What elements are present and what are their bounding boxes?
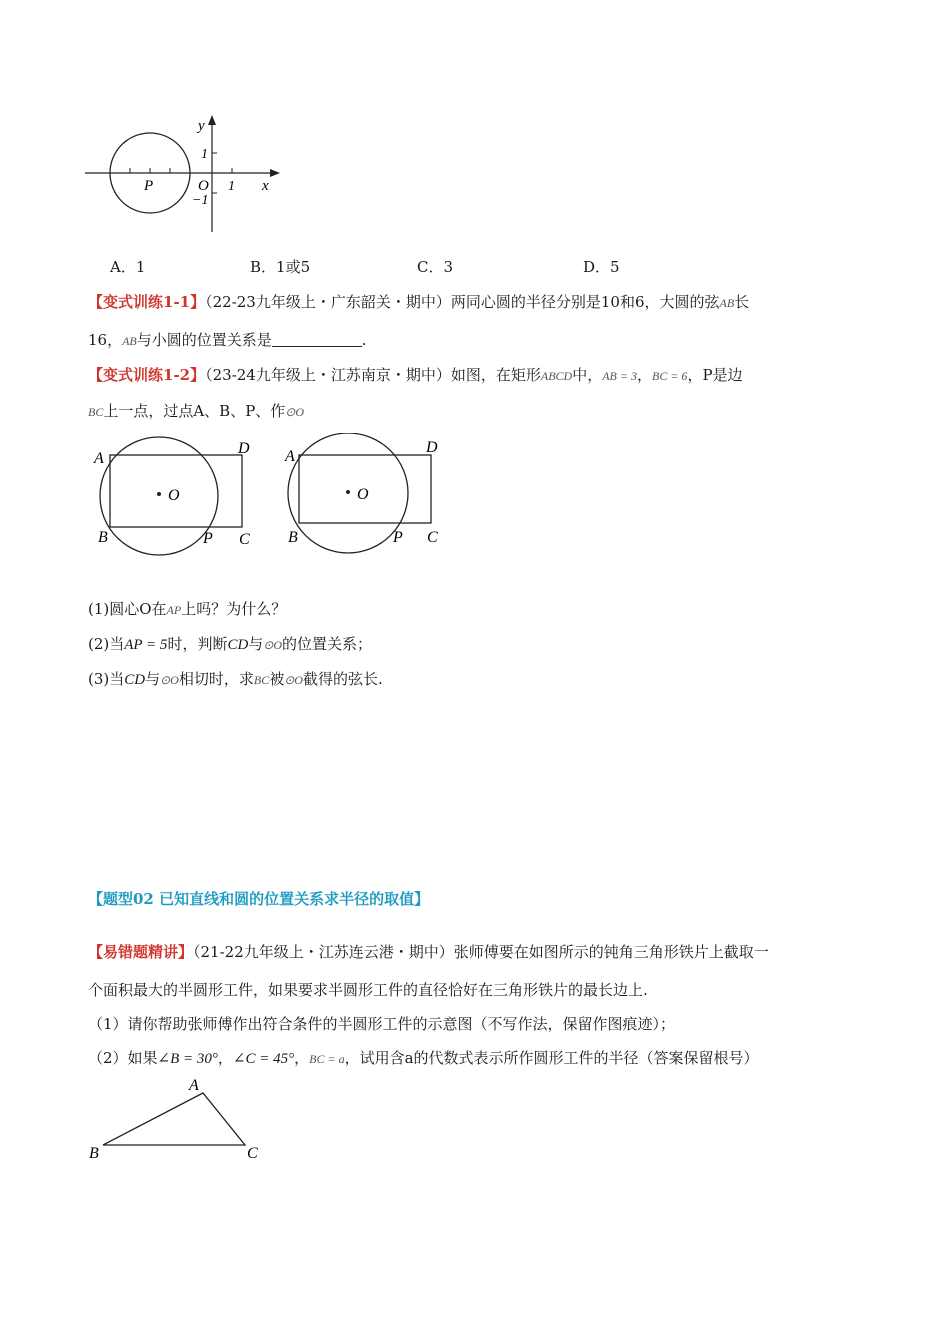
choice-c[interactable]: C．3 xyxy=(417,258,454,276)
axis-y-label: y xyxy=(198,118,205,134)
exercise-1-1-line2: 16，AB与小圆的位置关系是 . xyxy=(88,331,367,349)
label-c: C xyxy=(247,1145,258,1162)
exercise-2-line2: 个面积最大的半圆形工件，如果要求半圆形工件的直径恰好在三角形铁片的最长边上. xyxy=(88,981,648,999)
axis-x-label: x xyxy=(262,178,269,194)
exercise-2-line4: （2）如果∠B = 30°，∠C = 45°，BC = a，试用含a的代数式表示所作圆形工件的半径（答案保留根号） xyxy=(88,1049,759,1067)
label-a: A xyxy=(94,450,104,467)
question-1: (1)圆心O在AP上吗？为什么？ xyxy=(88,600,287,618)
label-b: B xyxy=(89,1145,99,1162)
label-p: P xyxy=(393,529,403,546)
answer-blank[interactable] xyxy=(272,332,362,347)
label-a: A xyxy=(285,448,295,465)
section-heading: 【题型02 已知直线和圆的位置关系求半径的取值】 xyxy=(88,890,430,908)
exercise-2-line1: 【易错题精讲】（21-22九年级上・江苏连云港・期中）张师傅要在如图所示的钝角三角形铁片上截取一 xyxy=(88,943,769,961)
label-o: O xyxy=(168,487,180,504)
exercise-tag: 【变式训练1-2】 xyxy=(88,366,206,384)
exercise-1-1-line1: 【变式训练1-1】（22-23九年级上・广东韶关・期中）两同心圆的半径分别是10和6，大圆的弦AB长 xyxy=(88,293,750,311)
label-c: C xyxy=(427,529,438,546)
question-2: (2)当AP = 5时，判断CD与⊙O的位置关系； xyxy=(88,635,373,653)
label-b: B xyxy=(98,529,108,546)
choice-d[interactable]: D．5 xyxy=(583,258,620,276)
tick-label-1-up: 1 xyxy=(201,147,208,162)
label-a: A xyxy=(189,1077,199,1094)
label-o: O xyxy=(357,486,369,503)
figure-left xyxy=(93,437,250,555)
exercise-1-2-line1: 【变式训练1-2】（23-24九年级上・江苏南京・期中）如图，在矩形ABCD中，AB = 3，BC = 6，P是边 xyxy=(88,366,743,384)
question-3: (3)当CD与⊙O相切时，求BC被⊙O截得的弦长. xyxy=(88,670,383,688)
choice-b[interactable]: B．1或5 xyxy=(250,258,311,276)
label-c: C xyxy=(239,531,250,548)
exercise-tag: 【变式训练1-1】 xyxy=(88,293,206,311)
figure-right xyxy=(284,433,438,553)
label-d: D xyxy=(238,440,250,457)
exercise-tag: 【易错题精讲】 xyxy=(88,943,194,961)
exercise-2-line3: （1）请你帮助张师傅作出符合条件的半圆形工件的示意图（不写作法，保留作图痕迹）； xyxy=(88,1015,676,1033)
label-b: B xyxy=(288,529,298,546)
label-d: D xyxy=(426,439,438,456)
rectangle-circle-figures xyxy=(88,433,468,573)
choice-a[interactable]: A．1 xyxy=(110,258,146,276)
exercise-1-2-line2: BC上一点，过点A、B、P、作⊙O xyxy=(88,402,305,420)
tick-label-neg1: −1 xyxy=(192,193,209,208)
point-p-label: P xyxy=(144,178,154,194)
tick-label-1-x: 1 xyxy=(228,179,235,194)
triangle-figure xyxy=(85,1075,275,1165)
label-p: P xyxy=(203,530,213,547)
axis-circle-figure xyxy=(80,110,290,235)
origin-label: O xyxy=(198,178,209,194)
